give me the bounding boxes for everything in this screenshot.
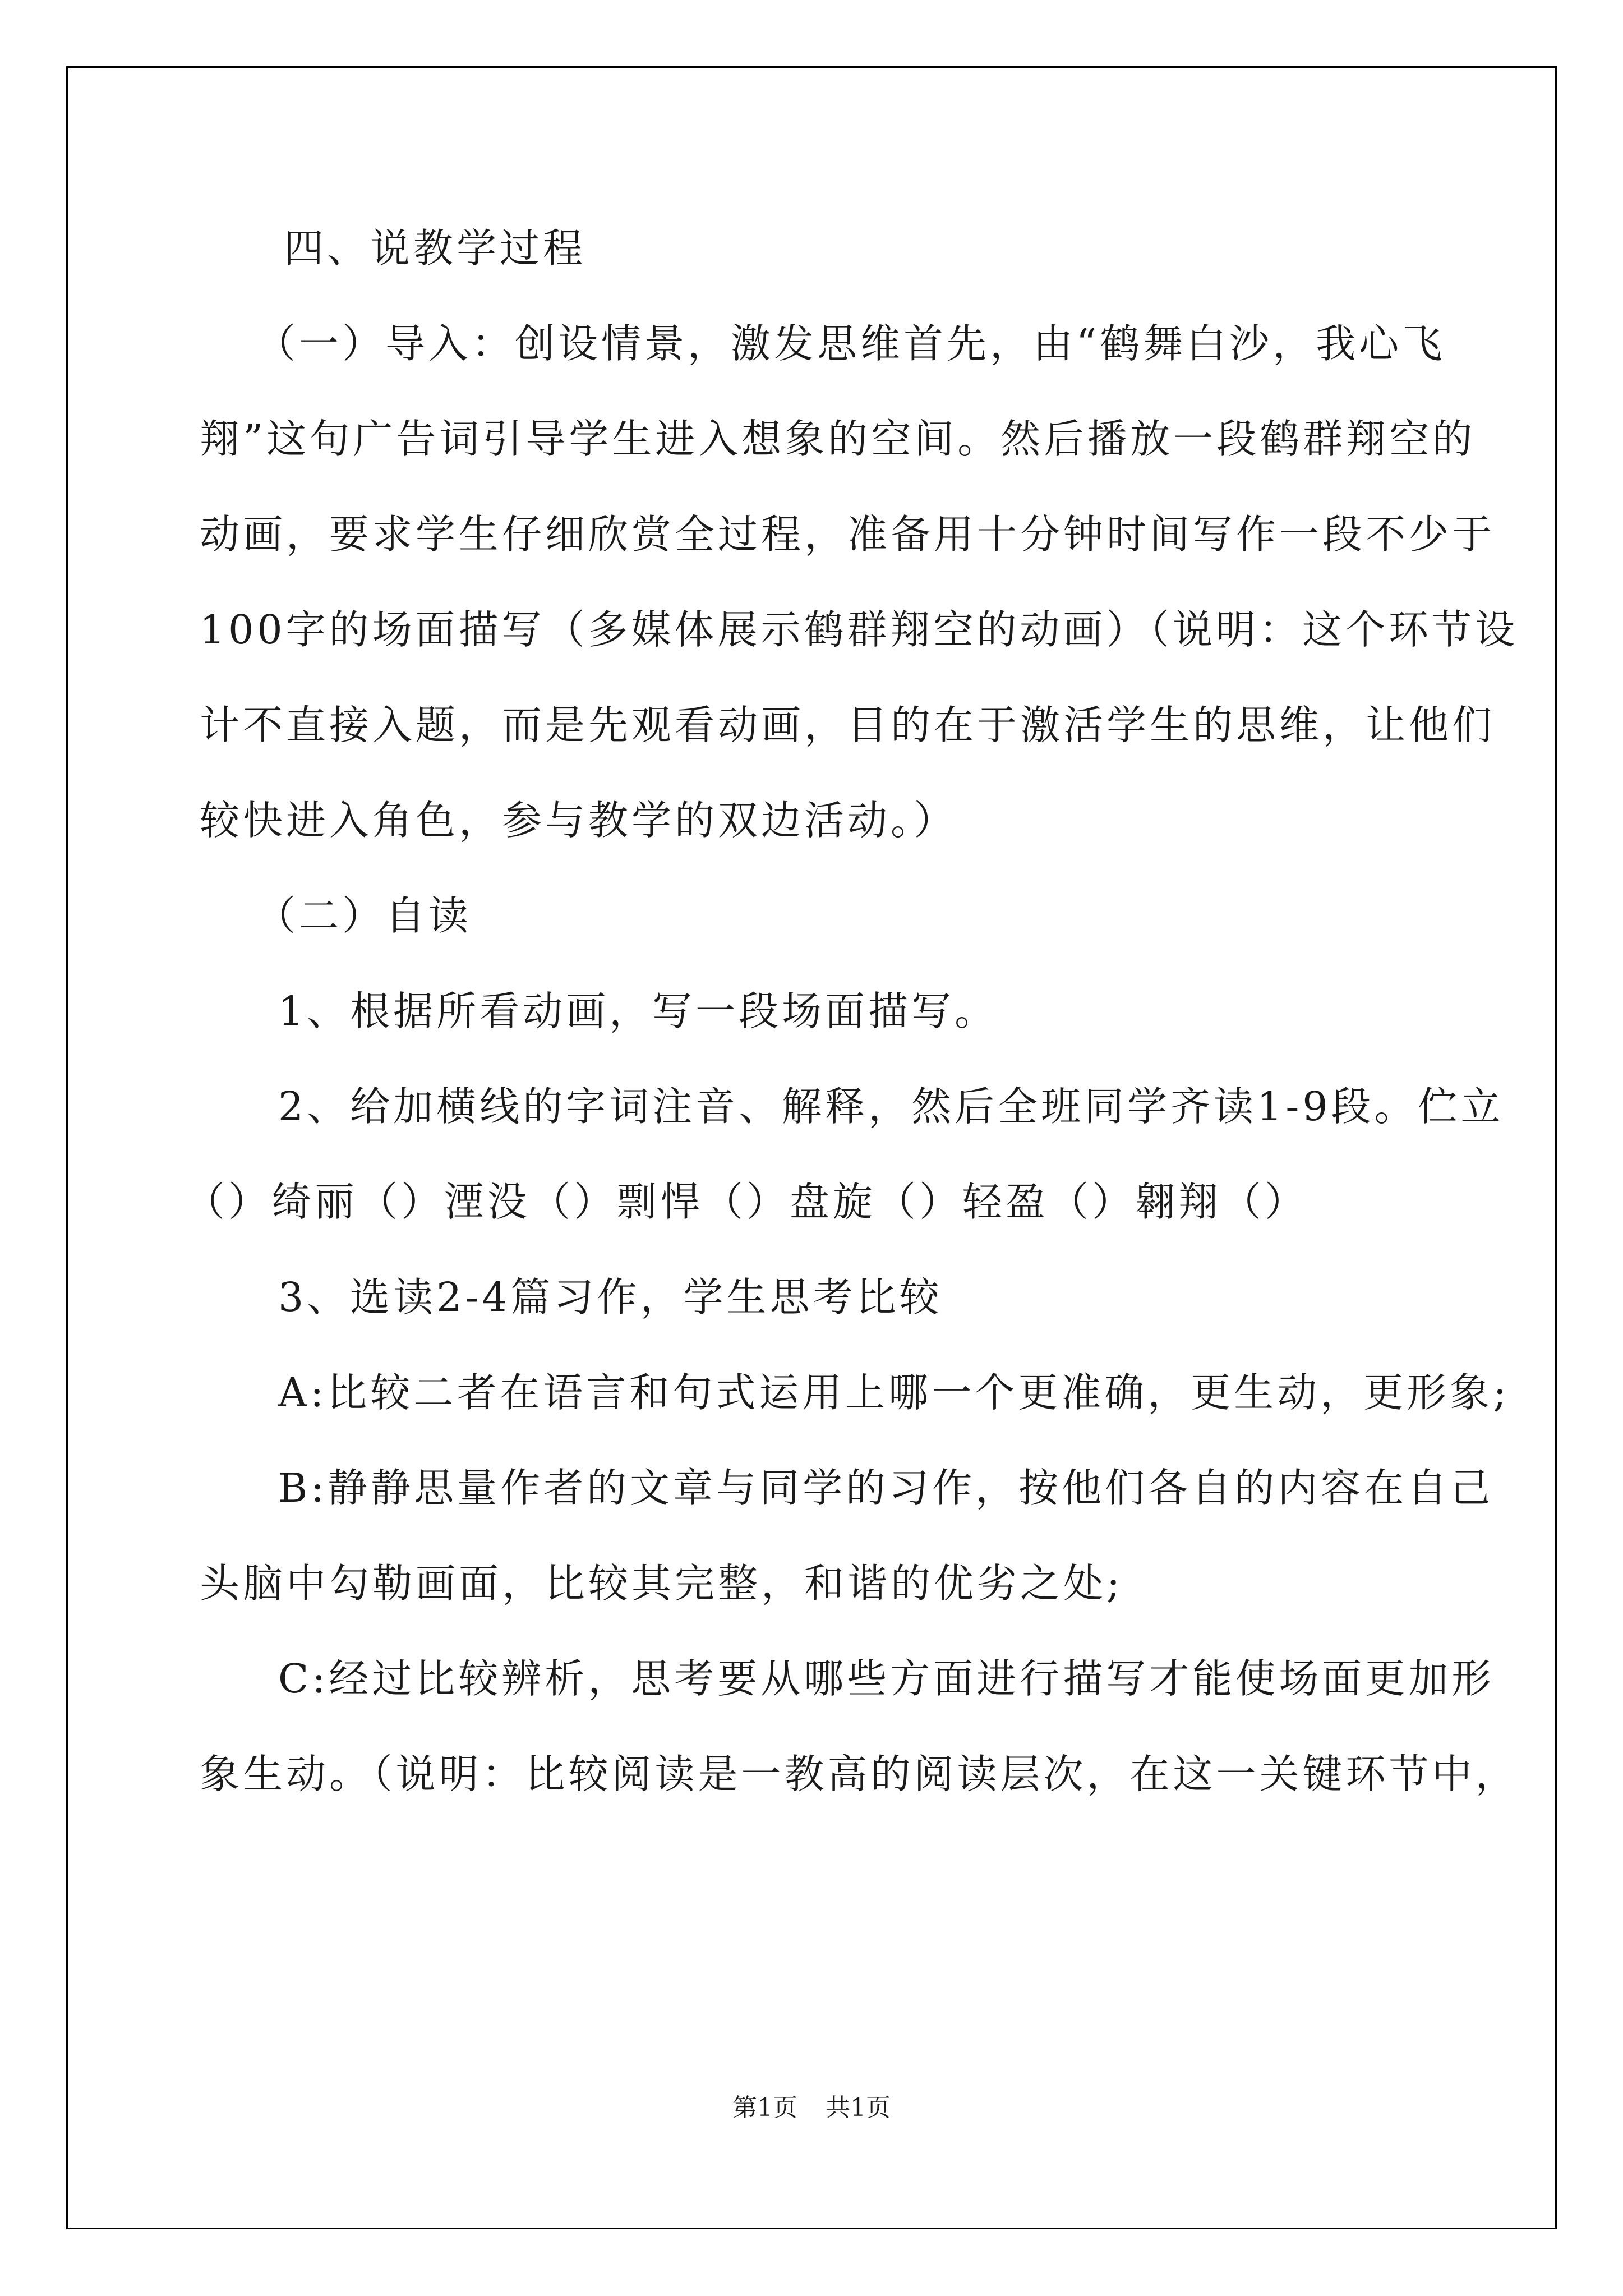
text-line: B:静静思量作者的文章与同学的习作，按他们各自的内容在自己 [278, 1465, 1494, 1511]
page-footer [0, 2091, 1623, 2125]
text-line: 2、给加横线的字词注音、解释，然后全班同学齐读1-9段。伫立 [278, 1083, 1504, 1130]
text-line: （一）导入：创设情景，激发思维首先，由“鹤舞白沙，我心飞 [256, 320, 1446, 367]
text-line: 100字的场面描写（多媒体展示鹤群翔空的动画）（说明：这个环节设 [200, 606, 1519, 653]
text-line: A:比较二者在语言和句式运用上哪一个更准确，更生动，更形象; [278, 1369, 1510, 1416]
page-total: 共1页 [826, 2093, 891, 2122]
text-line: 动画，要求学生仔细欣赏全过程，准备用十分钟时间写作一段不少于 [200, 511, 1496, 558]
text-line: 四、说教学过程 [284, 225, 587, 272]
text-line: 翔”这句广告词引导学生进入想象的空间。然后播放一段鹤群翔空的 [200, 416, 1476, 462]
text-line: （二）自读 [256, 892, 472, 939]
text-line: 计不直接入题，而是先观看动画，目的在于激活学生的思维，让他们 [200, 702, 1496, 748]
text-line: 头脑中勾勒画面，比较其完整，和谐的优劣之处; [200, 1560, 1123, 1607]
text-line: 3、选读2-4篇习作，学生思考比较 [278, 1274, 943, 1320]
page-border [66, 66, 1557, 2229]
text-line: 象生动。（说明：比较阅读是一教高的阅读层次，在这一关键环节中， [200, 1751, 1519, 1797]
text-line: 1、根据所看动画，写一段场面描写。 [278, 988, 998, 1034]
text-line: 较快进入角色，参与教学的双边活动。） [200, 797, 957, 844]
page-number: 第1页 [732, 2093, 797, 2122]
text-line: （）绮丽（）湮没（）剽悍（）盘旋（）轻盈（）翱翔（） [185, 1179, 1308, 1225]
text-line: C:经过比较辨析，思考要从哪些方面进行描写才能使场面更加形 [278, 1655, 1495, 1702]
